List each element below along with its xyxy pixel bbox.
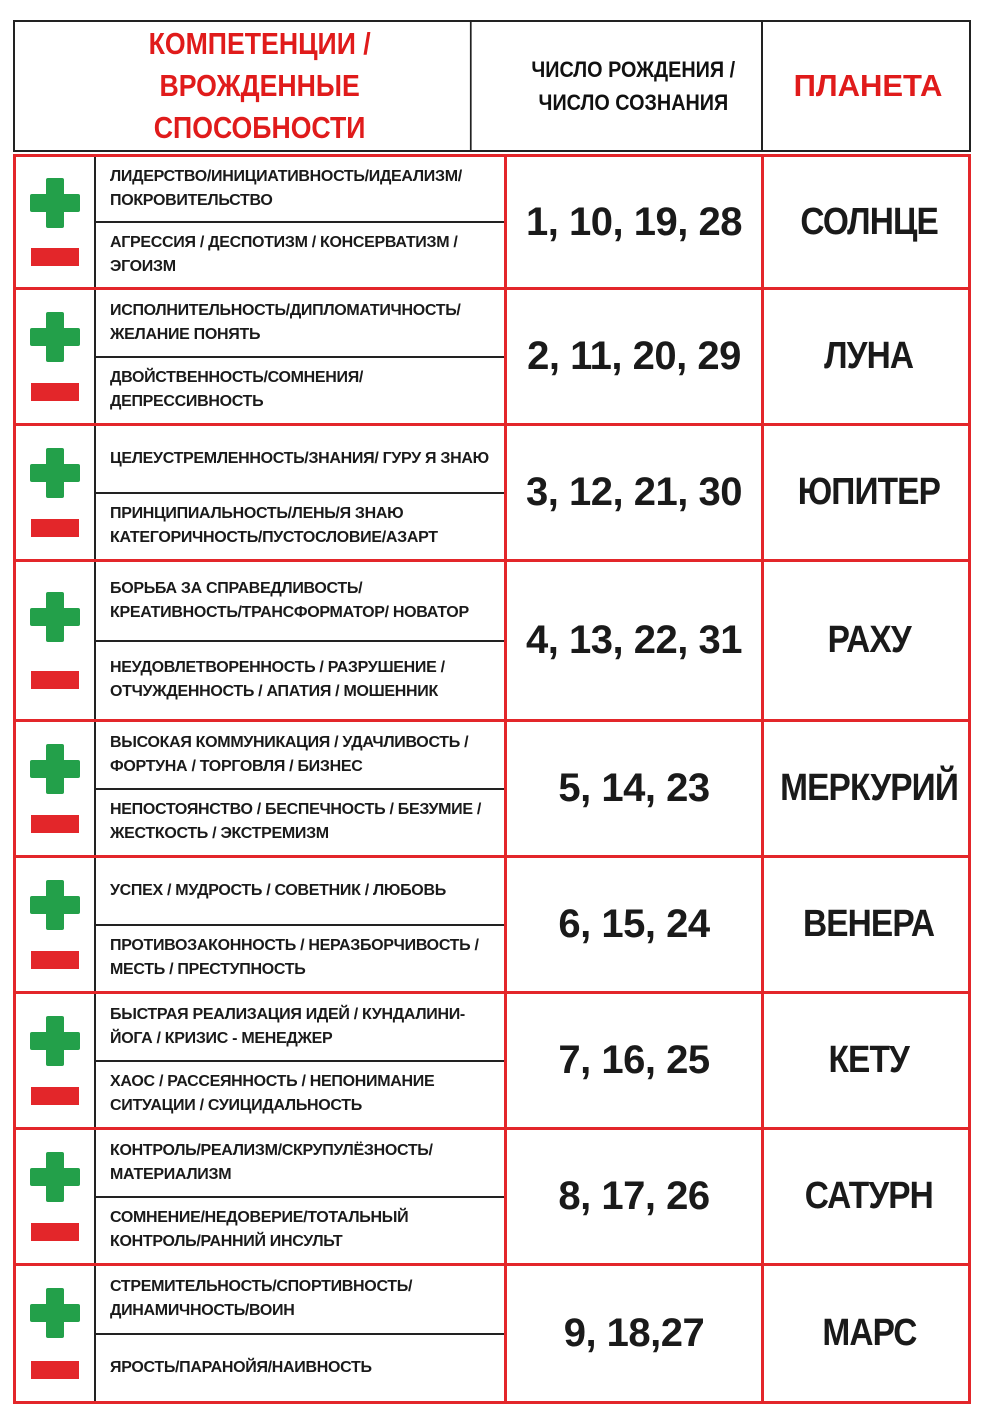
- planet-name: КЕТУ: [828, 1039, 910, 1081]
- sign-cell: [16, 562, 96, 719]
- positive-traits: ЦЕЛЕУСТРЕМЛЕННОСТЬ/ЗНАНИЯ/ ГУРУ Я ЗНАЮ: [96, 426, 504, 494]
- minus-icon: [31, 815, 79, 833]
- plus-icon: [30, 1016, 80, 1066]
- plus-icon: [30, 312, 80, 362]
- planet-name: САТУРН: [804, 1175, 934, 1217]
- numerology-table: [13, 20, 971, 1404]
- table-body: [13, 154, 971, 1404]
- birth-numbers: 5, 14, 23: [507, 722, 764, 855]
- planet-name: ВЕНЕРА: [803, 903, 935, 945]
- birth-numbers: 4, 13, 22, 31: [507, 562, 764, 719]
- sign-cell: [16, 722, 96, 855]
- planet-name: МЕРКУРИЙ: [780, 767, 958, 809]
- plus-icon: [30, 448, 80, 498]
- traits-cell: [96, 722, 507, 855]
- negative-traits: СОМНЕНИЕ/НЕДОВЕРИЕ/ТОТАЛЬНЫЙ КОНТРОЛЬ/РАННИЙ ИНСУЛЬТ: [110, 1209, 409, 1251]
- table-header: [13, 20, 971, 152]
- traits-cell: [96, 858, 507, 991]
- minus-icon: [31, 1087, 79, 1105]
- sign-cell: [16, 290, 96, 423]
- minus-icon: [31, 519, 79, 537]
- birth-numbers: 6, 15, 24: [507, 858, 764, 991]
- positive-traits: БЫСТРАЯ РЕАЛИЗАЦИЯ ИДЕЙ / КУНДАЛИНИ- ЙОГА / КРИЗИС - МЕНЕДЖЕР: [96, 994, 504, 1062]
- positive-traits: КОНТРОЛЬ/РЕАЛИЗМ/СКРУПУЛЁЗНОСТЬ/ МАТЕРИАЛИЗМ: [96, 1130, 504, 1198]
- table-row: [13, 562, 971, 722]
- sign-cell: [16, 858, 96, 991]
- plus-icon: [30, 744, 80, 794]
- header-competencies: [49, 22, 471, 150]
- negative-traits: ЯРОСТЬ/ПАРАНОЙЯ/НАИВНОСТЬ: [110, 1358, 372, 1376]
- header-planet: ПЛАНЕТА: [793, 68, 943, 103]
- planet-name: СОЛНЦЕ: [800, 200, 938, 243]
- negative-traits: ДВОЙСТВЕННОСТЬ/СОМНЕНИЯ/ ДЕПРЕССИВНОСТЬ: [110, 369, 364, 411]
- minus-icon: [31, 1361, 79, 1379]
- sign-cell: [16, 1130, 96, 1263]
- traits-cell: [96, 1130, 507, 1263]
- plus-icon: [30, 178, 80, 228]
- negative-traits: НЕУДОВЛЕТВОРЕННОСТЬ / РАЗРУШЕНИЕ / ОТЧУЖДЕННОСТЬ / АПАТИЯ / МОШЕННИК: [110, 659, 445, 701]
- positive-traits: БОРЬБА ЗА СПРАВЕДЛИВОСТЬ/ КРЕАТИВНОСТЬ/ТРАНСФОРМАТОР/ НОВАТОР: [96, 562, 504, 642]
- minus-icon: [31, 383, 79, 401]
- traits-cell: [96, 290, 507, 423]
- table-row: [13, 1130, 971, 1266]
- positive-traits: ИСПОЛНИТЕЛЬНОСТЬ/ДИПЛОМАТИЧНОСТЬ/ ЖЕЛАНИЕ ПОНЯТЬ: [96, 290, 504, 358]
- sign-cell: [16, 426, 96, 559]
- positive-traits: УСПЕХ / МУДРОСТЬ / СОВЕТНИК / ЛЮБОВЬ: [96, 858, 504, 926]
- header-number: [506, 22, 763, 150]
- planet-name: РАХУ: [827, 619, 911, 661]
- birth-numbers: 8, 17, 26: [507, 1130, 764, 1263]
- positive-traits: ЛИДЕРСТВО/ИНИЦИАТИВНОСТЬ/ИДЕАЛИЗМ/ ПОКРОВИТЕЛЬСТВО: [96, 157, 504, 223]
- sign-cell: [16, 994, 96, 1127]
- header-competencies-line1: КОМПЕТЕНЦИИ / ВРОЖДЕННЫЕ: [148, 26, 371, 103]
- traits-cell: [96, 994, 507, 1127]
- birth-numbers: 1, 10, 19, 28: [507, 157, 764, 287]
- table-row: [13, 722, 971, 858]
- negative-traits: НЕПОСТОЯНСТВО / БЕСПЕЧНОСТЬ / БЕЗУМИЕ / ЖЕСТКОСТЬ / ЭКСТРЕМИЗМ: [110, 801, 481, 843]
- plus-icon: [30, 1152, 80, 1202]
- traits-cell: [96, 157, 507, 287]
- plus-icon: [30, 880, 80, 930]
- negative-traits: АГРЕССИЯ / ДЕСПОТИЗМ / КОНСЕРВАТИЗМ / ЭГОИЗМ: [110, 234, 458, 275]
- plus-icon: [30, 592, 80, 642]
- negative-traits: ПРОТИВОЗАКОННОСТЬ / НЕРАЗБОРЧИВОСТЬ / МЕСТЬ / ПРЕСТУПНОСТЬ: [110, 937, 479, 979]
- birth-numbers: 9, 18,27: [507, 1266, 764, 1401]
- table-row: [13, 426, 971, 562]
- planet-name: МАРС: [821, 1312, 917, 1354]
- table-row: [13, 290, 971, 426]
- traits-cell: [96, 1266, 507, 1401]
- negative-traits: ПРИНЦИПИАЛЬНОСТЬ/ЛЕНЬ/Я ЗНАЮ КАТЕГОРИЧНОСТЬ/ПУСТОСЛОВИЕ/АЗАРТ: [110, 505, 438, 547]
- minus-icon: [31, 248, 79, 266]
- positive-traits: ВЫСОКАЯ КОММУНИКАЦИЯ / УДАЧЛИВОСТЬ / ФОРТУНА / ТОРГОВЛЯ / БИЗНЕС: [96, 722, 504, 790]
- sign-cell: [16, 157, 96, 287]
- traits-cell: [96, 426, 507, 559]
- table-row: [13, 858, 971, 994]
- minus-icon: [31, 1223, 79, 1241]
- header-number-line2: ЧИСЛО СОЗНАНИЯ: [538, 90, 729, 115]
- negative-traits: ХАОС / РАССЕЯННОСТЬ / НЕПОНИМАНИЕ СИТУАЦИИ / СУИЦИДАЛЬНОСТЬ: [110, 1073, 435, 1115]
- planet-name: ЛУНА: [824, 335, 914, 377]
- sign-cell: [16, 1266, 96, 1401]
- positive-traits: СТРЕМИТЕЛЬНОСТЬ/СПОРТИВНОСТЬ/ ДИНАМИЧНОСТЬ/ВОИН: [96, 1266, 504, 1335]
- traits-cell: [96, 562, 507, 719]
- birth-numbers: 3, 12, 21, 30: [507, 426, 764, 559]
- minus-icon: [31, 671, 79, 689]
- plus-icon: [30, 1288, 80, 1338]
- minus-icon: [31, 951, 79, 969]
- table-row: [13, 1266, 971, 1404]
- table-row: [13, 154, 971, 290]
- birth-numbers: 2, 11, 20, 29: [507, 290, 764, 423]
- header-number-line1: ЧИСЛО РОЖДЕНИЯ /: [531, 57, 736, 82]
- table-row: [13, 994, 971, 1130]
- birth-numbers: 7, 16, 25: [507, 994, 764, 1127]
- planet-name: ЮПИТЕР: [797, 471, 941, 513]
- header-competencies-line2: СПОСОБНОСТИ: [153, 110, 366, 145]
